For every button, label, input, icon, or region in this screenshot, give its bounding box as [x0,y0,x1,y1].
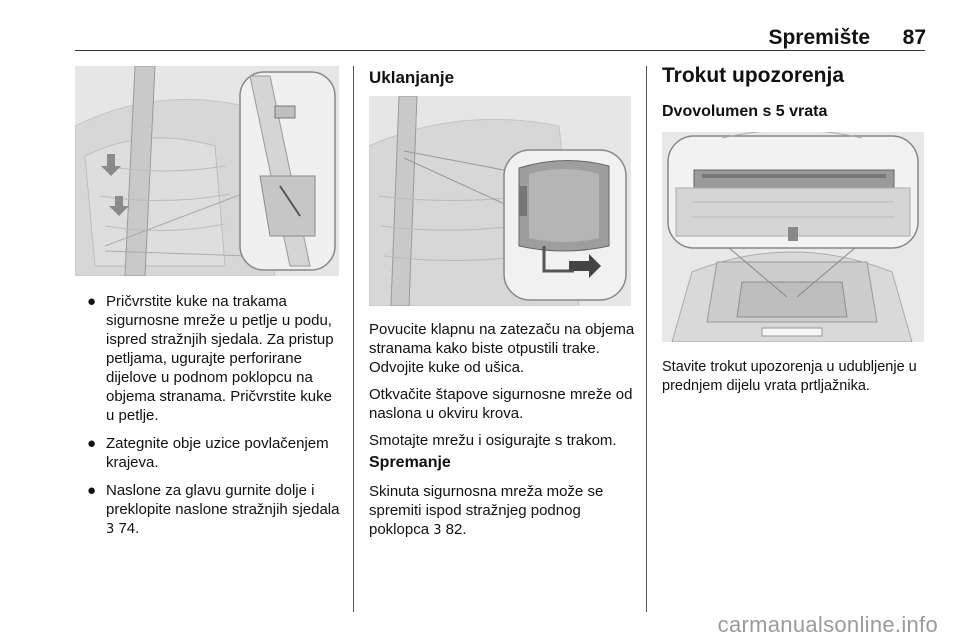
bullet-dot: ● [87,482,97,499]
bullet-dot: ● [87,435,97,452]
col3-text [662,358,928,404]
figure-warning-triangle [662,132,924,342]
column-divider-2 [646,66,647,612]
paragraph: Stavite trokut upozorenja u udubljenje u prednjem dijelu vrata prtljažnika. [662,359,917,394]
col2-text-storage [369,482,631,548]
bullet-text: Zategnite obje uzice povlačenjem krajeva. [106,435,329,471]
column-divider-1 [353,66,354,612]
header-rule [75,50,925,51]
bullet-text: Pričvrstite kuke na trakama sigurnosne mreže u petlje u podu, ispred stražnjih sjedala. Za pristup petljama, ugurajte perforirane dijelove u podnom poklopcu na objema stranama. Pričvrstite kuke u petlje. [106,293,334,424]
page-reference-icon: 3 [106,522,115,537]
paragraph: Povucite klapnu na zatezaču na objema stranama kako biste otpustili trake. Odvojite kuke od ušica. [369,321,635,376]
bullet-text: Naslone za glavu gurnite dolje i preklopite naslone stražnjih sjedala [106,482,340,518]
paragraph: Otkvačite štapove sigurnosne mreže od naslona u okviru krova. [369,386,633,422]
page-header-title: Spremište [768,26,870,49]
page-reference-link[interactable]: 82. [445,521,467,538]
bullet-dot: ● [87,293,97,310]
section-heading-trokut: Trokut upozorenja [662,64,845,87]
page-reference-icon: 3 [433,523,442,538]
bullet-item [82,292,344,425]
page-reference-link[interactable]: 74. [118,520,140,537]
figure-tensioner [369,96,631,306]
col1-text [82,292,344,548]
subheading-spremanje: Spremanje [369,454,451,471]
figure-net-hooks [75,66,339,276]
paragraph: Smotajte mrežu i osigurajte s trakom. [369,432,617,449]
section-heading-uklanjanje: Uklanjanje [369,68,455,87]
bullet-item [82,481,344,539]
page-number: 87 [902,26,926,49]
bullet-item [82,434,344,472]
subheading-dvovolumen: Dvovolumen s 5 vrata [662,103,828,120]
col2-text [369,320,641,458]
watermark: carmanualsonline.info [717,612,938,637]
paragraph: Skinuta sigurnosna mreža može se spremiti ispod stražnjeg podnog poklopca 3 82. [369,483,604,538]
